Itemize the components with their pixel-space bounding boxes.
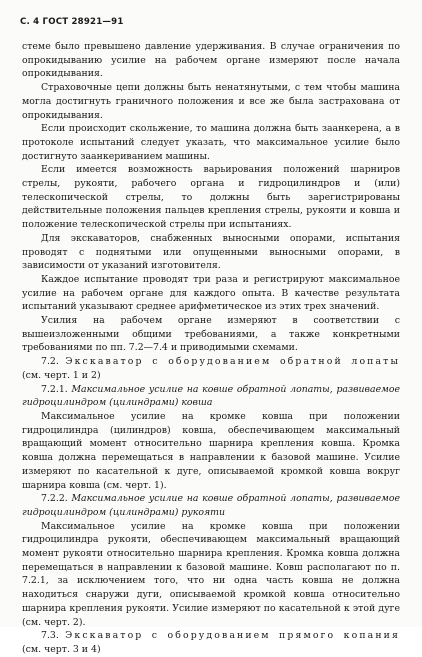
paragraph-hinge-positions: Если имеется возможность варьирования положений шарниров стрелы, рукояти, рабочего органа и гидроцилиндров и (или) телескопической стрелы, то должны быть зарегистрированы действительные положения пальцев крепления стрелы, рукояти и ковша и положение телескопической стрелы при испытаниях. [22, 164, 400, 231]
page-header: С. 4 ГОСТ 28921—91 [20, 17, 124, 27]
paragraph-stick-force: Максимальное усилие на кромке ковша при положении гидроцилиндра рукояти, обеспечивающем максимальный вращающий момент рукояти относительно шарнира крепления. Кромка ковша должна перемещаться в направлении к базовой машине. Ковш располагают по п. 7.2.1, за исключением того, что ни одна часть ковша не должна находиться снаружи дуги, описываемой кромкой ковша относительно шарнира крепления рукояти. Усилие измеряют по касательной к этой дуге (см. черт. 2). [22, 520, 400, 628]
section-title-spaced: Экскаватор с оборудованием прямого копания [65, 630, 400, 642]
paragraph-outriggers: Для экскаваторов, снабженных выносными опорами, испытания проводят с поднятыми или опущенными выносными опорами, в зависимости от указаний изготовителя. [22, 232, 400, 272]
subsection-title-italic: Максимальное усилие на ковше обратной лопаты, развиваемое гидроцилиндром (цилиндрами) ковша [22, 383, 400, 409]
section-title-spaced: Экскаватор с оборудованием обратной лопаты [65, 356, 400, 368]
section-figure-ref: (см. черт. 3 и 4) [22, 643, 101, 655]
section-figure-ref: (см. черт. 1 и 2) [22, 369, 101, 381]
paragraph-measurement-requirements: Усилия на рабочем органе измеряют в соответствии с вышеизложенными общими требованиями, а также конкретными требованиями по пп. 7.2—7.4 и приводимыми схемами. [22, 315, 400, 354]
subsection-title-italic: Максимальное усилие на ковше обратной лопаты, развиваемое гидроцилиндром (цилиндрами) рукояти [22, 493, 400, 518]
section-7-2-heading [22, 355, 400, 382]
section-number: 7.2. [41, 356, 66, 368]
subsection-number: 7.2.1. [41, 383, 72, 395]
subsection-number: 7.2.2. [41, 493, 72, 505]
section-number: 7.3. [41, 630, 66, 642]
subsection-7-2-2-heading [22, 492, 400, 519]
paragraph-sliding: Если происходит скольжение, то машина должна быть заанкерена, а в протоколе испытаний следует указать, что максимальное усилие было достигнуто заанкериванием машины. [22, 123, 400, 162]
section-7-3-heading [22, 629, 400, 656]
document-body [22, 40, 400, 657]
paragraph-bucket-force: Максимальное усилие на кромке ковша при положении гидроцилиндра (цилиндров) ковша, обеспечивающем максимальный вращающий момент относительно шарнира крепления ковша. Кромка ковша должна перемещаться в направлении к базовой машине. Усилие измеряют по касательной к дуге, описываемой кромкой ковша вокруг шарнира ковша (см. черт. 1). [22, 410, 400, 491]
paragraph-safety-chains: Страховочные цепи должны быть ненатянутыми, с тем чтобы машина могла достигнуть граничного положения и все же была застрахована от опрокидывания. [22, 82, 400, 121]
subsection-7-2-1-heading [22, 383, 400, 410]
paragraph-continuation: стеме было превышено давление удерживания. В случае ограничения по опрокидыванию усилие на рабочем органе измеряют после начала опрокидывания. [22, 41, 400, 80]
paragraph-three-trials: Каждое испытание проводят три раза и регистрируют максимальное усилие на рабочем органе для каждого опыта. В качестве результата испытаний указывают среднее арифметическое из этих трех значений. [22, 273, 400, 313]
